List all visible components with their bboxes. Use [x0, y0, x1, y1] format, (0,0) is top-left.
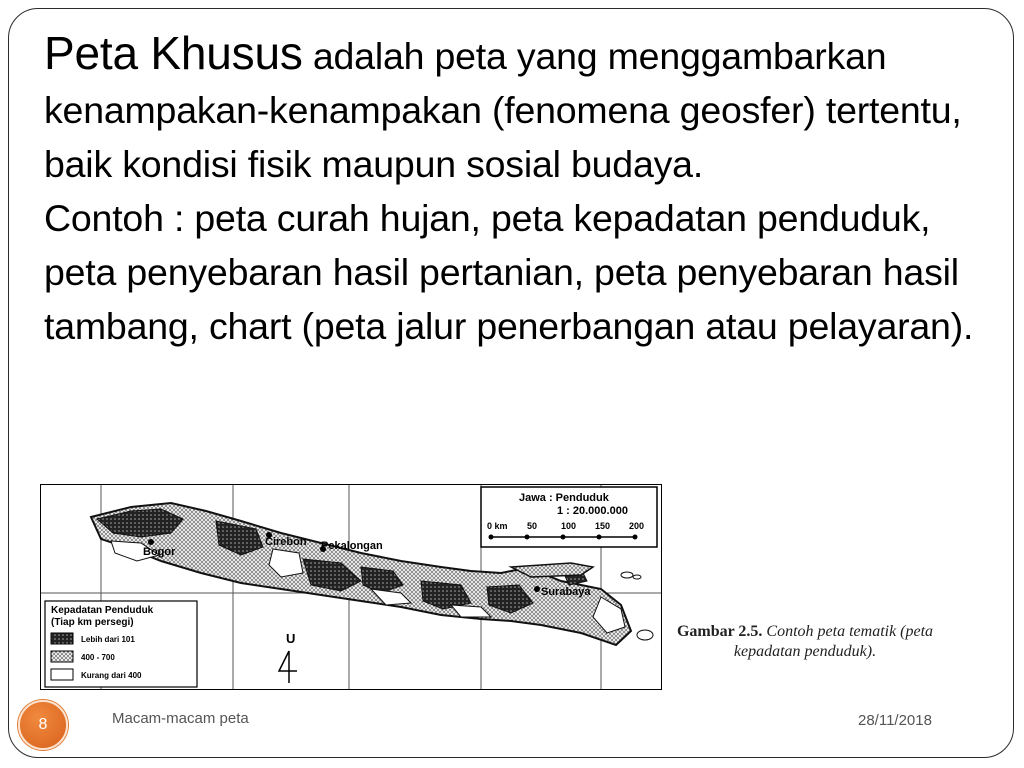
legend-label-dense: Lebih dari 101 [81, 635, 135, 644]
city-label-bogor: Bogor [143, 546, 176, 558]
legend-label-low: Kurang dari 400 [81, 671, 142, 680]
map-scale-ratio: 1 : 20.000.000 [557, 505, 628, 517]
java-density-map [40, 484, 662, 690]
footer-title: Macam-macam peta [112, 710, 249, 727]
scale-tick-50: 50 [527, 521, 538, 531]
map-header-box [481, 487, 657, 547]
north-label: U [286, 631, 296, 646]
definition-paragraph [44, 26, 984, 191]
slide-body [44, 26, 984, 353]
city-label-cirebon: Cirebon [265, 536, 307, 548]
example-paragraph: Contoh : peta curah hujan, peta kepadatan penduduk, peta penyebaran hasil pertanian, peta penyebaran hasil tambang, chart (peta jalur penerbangan atau pelayaran). [44, 197, 974, 347]
definition-text: adalah peta yang menggambarkan kenampakan-kenampakan (fenomena geosfer) tertentu, baik kondisi fisik maupun sosial budaya. [44, 35, 962, 185]
scale-tick-0: 0 km [487, 521, 508, 531]
legend-title: Kepadatan Penduduk [51, 605, 154, 616]
figure-caption-text: Contoh peta tematik (peta kepadatan penduduk). [733, 623, 934, 660]
north-arrow-icon [279, 651, 297, 683]
legend-swatch-dense [51, 633, 73, 644]
map-svg [41, 485, 661, 689]
map-legend [45, 601, 197, 687]
north-arrow [279, 631, 297, 683]
legend-subtitle: (Tiap km persegi) [51, 617, 134, 628]
legend-swatch-low [51, 669, 73, 680]
figure-caption [670, 622, 940, 662]
slide-number-badge: 8 [18, 700, 68, 750]
footer-date: 28/11/2018 [858, 712, 932, 729]
city-label-pekalongan: Pekalongan [321, 540, 383, 552]
scale-tick-100: 100 [561, 521, 577, 531]
legend-swatch-medium [51, 651, 73, 662]
scale-tick-200: 200 [629, 521, 645, 531]
scale-tick-150: 150 [595, 521, 611, 531]
legend-label-medium: 400 - 700 [81, 653, 115, 662]
map-header-title: Jawa : Penduduk [519, 492, 609, 504]
city-label-surabaya: Surabaya [541, 586, 591, 598]
figure-number: Gambar 2.5. [676, 623, 763, 640]
term-heading: Peta Khusus [44, 27, 303, 79]
